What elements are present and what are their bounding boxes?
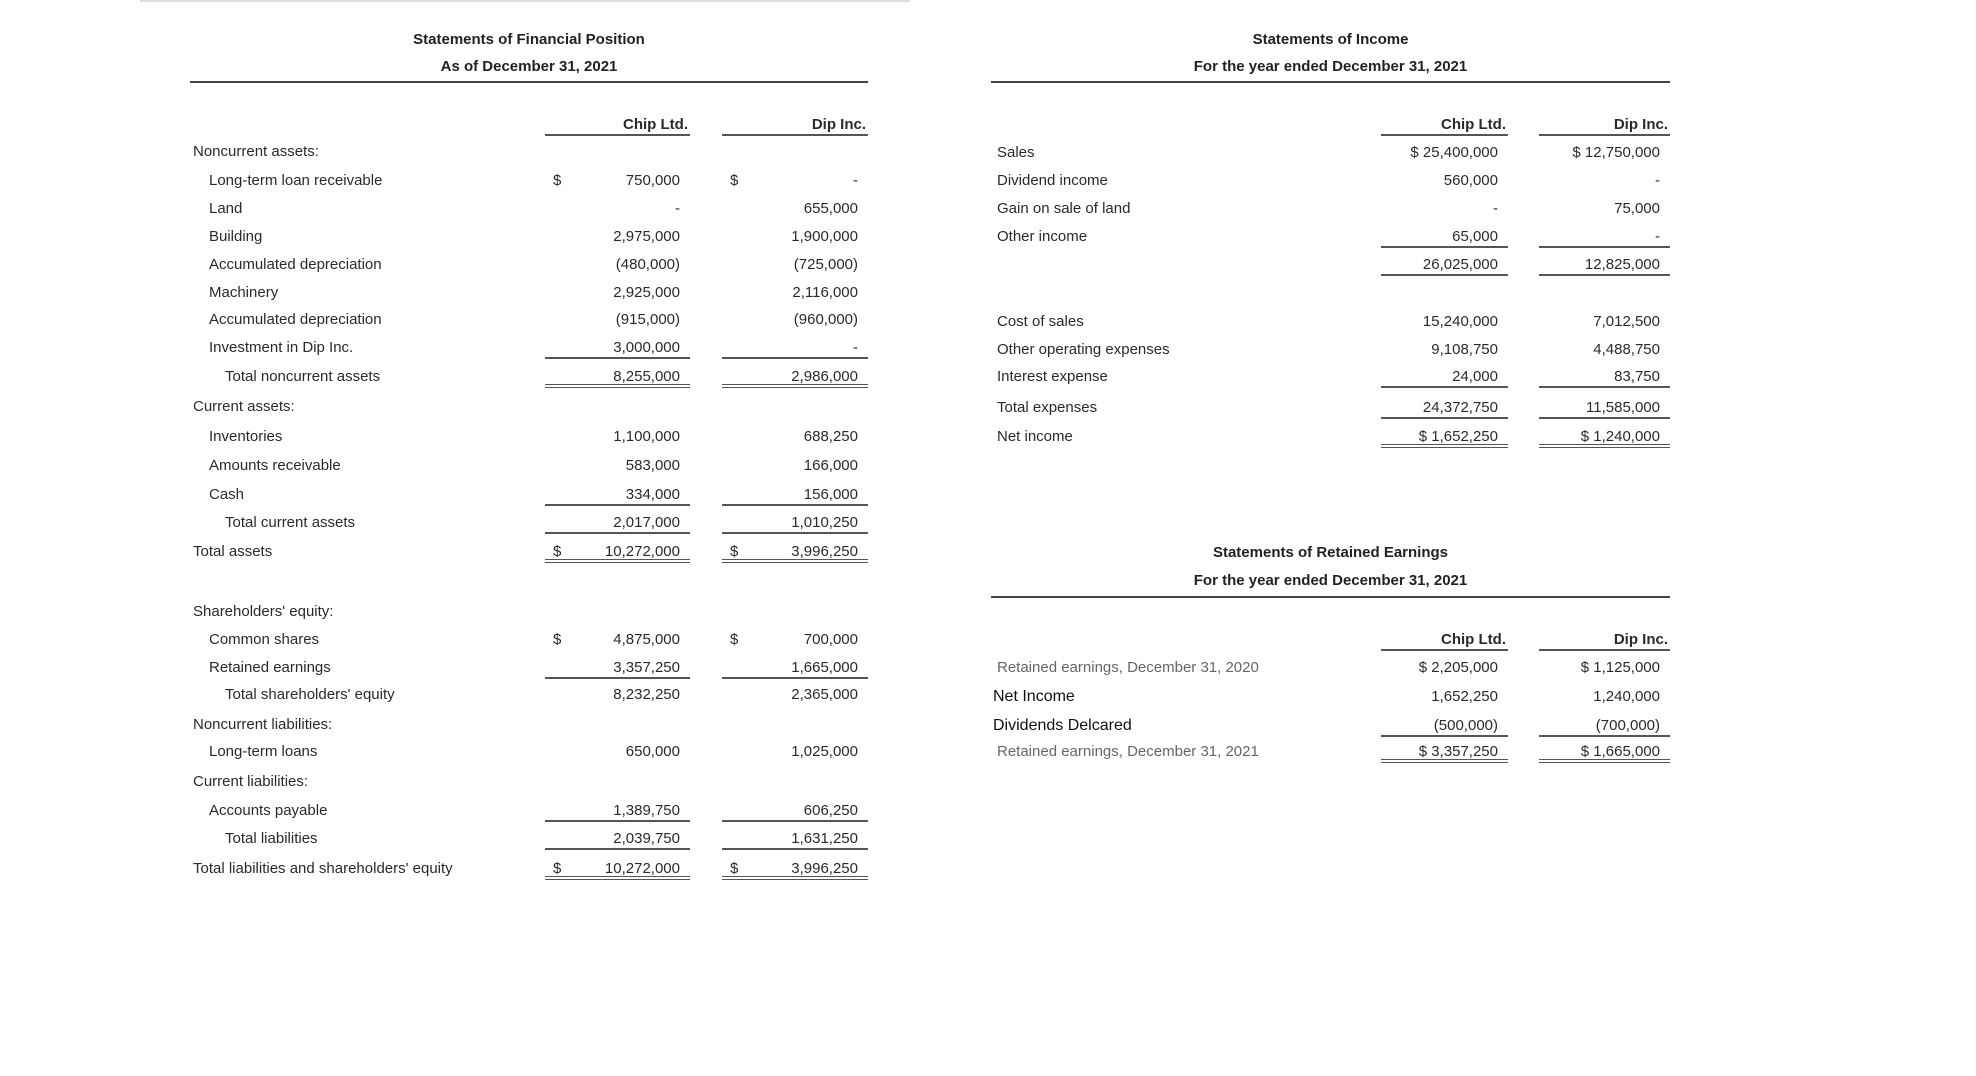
- dip-amount: 2,365,000: [791, 686, 858, 703]
- dip-amount: 156,000: [803, 486, 858, 503]
- chip-value: 560,000: [1443, 172, 1498, 189]
- chip-value: -: [1493, 200, 1498, 217]
- title-rule: [190, 81, 868, 83]
- currency-symbol: $: [730, 543, 739, 560]
- dip-amount: -: [853, 172, 858, 189]
- dip-value: [722, 541, 868, 563]
- dip-amount: -: [853, 339, 858, 356]
- dip-amount: 606,250: [803, 802, 858, 819]
- row-label: Other income: [997, 228, 1088, 245]
- table-row: [0, 541, 1976, 563]
- table-row: [0, 142, 1976, 164]
- chip-amount: 650,000: [625, 743, 680, 760]
- chip-amount: 2,975,000: [613, 228, 680, 245]
- dip-value: [722, 858, 868, 880]
- chip-amount: 10,272,000: [604, 543, 680, 560]
- chip-amount: (915,000): [615, 311, 680, 328]
- currency-symbol: $: [730, 631, 739, 648]
- chip-value: 26,025,000: [1381, 254, 1508, 276]
- dip-value: -: [1655, 172, 1660, 189]
- row-label: Total assets: [193, 543, 273, 560]
- row-label: Machinery: [209, 284, 279, 301]
- chip-value: 24,372,750: [1381, 397, 1508, 419]
- table-row: [0, 397, 1976, 419]
- table-row: [0, 455, 1976, 477]
- title-rule: [991, 596, 1670, 598]
- table-row: [0, 339, 1976, 361]
- chip-amount: 2,925,000: [613, 284, 680, 301]
- chip-amount: 8,232,250: [613, 686, 680, 703]
- currency-symbol: $: [553, 172, 562, 189]
- currency-symbol: $: [553, 631, 562, 648]
- dip-amount: 688,250: [803, 428, 858, 445]
- dip-value: 11,585,000: [1539, 397, 1670, 419]
- retained-earnings-subtitle: For the year ended December 31, 2021: [1193, 572, 1468, 589]
- currency-symbol: $: [553, 543, 562, 560]
- chip-value: 15,240,000: [1422, 313, 1498, 330]
- dip-amount: 700,000: [803, 631, 858, 648]
- dip-amount: 655,000: [803, 200, 858, 217]
- chip-amount: 10,272,000: [604, 860, 680, 877]
- chip-value: 24,000: [1381, 366, 1508, 388]
- financial-position-subtitle: As of December 31, 2021: [440, 58, 618, 75]
- table-row: [0, 771, 1976, 793]
- table-row: [0, 198, 1976, 220]
- dip-amount: 1,900,000: [791, 228, 858, 245]
- chip-value: [545, 541, 690, 563]
- row-label: Land: [209, 200, 243, 217]
- column-header-dip: Dip Inc.: [722, 114, 868, 136]
- table-row: [0, 686, 1976, 708]
- dip-value: (700,000): [1539, 715, 1670, 737]
- row-label: Common shares: [209, 631, 320, 648]
- chip-value: [545, 858, 690, 880]
- row-label: Noncurrent assets:: [193, 143, 319, 160]
- dip-amount: 3,996,250: [791, 543, 858, 560]
- row-label: Dividend income: [997, 172, 1108, 189]
- title-rule: [991, 81, 1670, 83]
- table-row: [0, 657, 1976, 679]
- chip-value: 9,108,750: [1431, 341, 1498, 358]
- currency-symbol: $: [730, 172, 739, 189]
- row-label: Accumulated depreciation: [209, 311, 382, 328]
- row-label: Investment in Dip Inc.: [209, 339, 354, 356]
- dip-amount: 166,000: [803, 457, 858, 474]
- dip-amount: 1,025,000: [791, 743, 858, 760]
- row-label: Building: [209, 228, 263, 245]
- dip-value: 12,825,000: [1539, 254, 1670, 276]
- dip-amount: 2,116,000: [792, 284, 858, 301]
- table-row: [0, 512, 1976, 534]
- column-header-chip: Chip Ltd.: [545, 114, 690, 136]
- table-row: [0, 715, 1976, 737]
- row-label: Inventories: [209, 428, 283, 445]
- table-row: [0, 311, 1976, 333]
- column-header-dip: Dip Inc.: [1539, 629, 1670, 651]
- chip-value: [545, 828, 690, 850]
- chip-value: $ 1,652,250: [1381, 426, 1508, 448]
- chip-amount: 4,875,000: [613, 631, 680, 648]
- row-label: Total liabilities: [225, 830, 318, 847]
- row-label: Total noncurrent assets: [225, 368, 381, 385]
- row-label: Total liabilities and shareholders' equity: [193, 860, 453, 877]
- chip-amount: 1,389,750: [613, 802, 680, 819]
- dip-value: 7,012,500: [1593, 313, 1660, 330]
- row-label: Net income: [997, 428, 1073, 445]
- dip-amount: (960,000): [793, 311, 858, 328]
- row-label: Long-term loan receivable: [209, 172, 383, 189]
- row-label: Accounts payable: [209, 802, 328, 819]
- retained-earnings-title: Statements of Retained Earnings: [1212, 544, 1449, 561]
- row-label: Other operating expenses: [997, 341, 1170, 358]
- dip-value: [722, 282, 868, 304]
- chip-amount: -: [675, 200, 680, 217]
- row-label: Noncurrent liabilities:: [193, 716, 333, 733]
- row-label: Retained earnings, December 31, 2020: [997, 659, 1259, 676]
- dip-amount: 1,665,000: [791, 659, 858, 676]
- chip-value: 65,000: [1381, 226, 1508, 248]
- row-label: Amounts receivable: [209, 457, 341, 474]
- currency-symbol: $: [553, 860, 562, 877]
- table-row: [0, 601, 1976, 623]
- chip-value: $ 25,400,000: [1410, 144, 1498, 161]
- dip-value: 75,000: [1614, 200, 1660, 217]
- income-title: Statements of Income: [1252, 31, 1409, 48]
- chip-value: [545, 484, 690, 506]
- chip-amount: 750,000: [625, 172, 680, 189]
- dip-value: [722, 828, 868, 850]
- row-label: Total current assets: [225, 514, 356, 531]
- table-row: [0, 226, 1976, 248]
- column-headers: [0, 114, 1976, 136]
- table-row: [0, 282, 1976, 304]
- chip-value: [545, 455, 690, 477]
- dip-value: $ 1,240,000: [1539, 426, 1670, 448]
- table-row: [0, 828, 1976, 850]
- row-label: Total shareholders' equity: [225, 686, 395, 703]
- dip-value: [722, 800, 868, 822]
- chip-value: [545, 512, 690, 534]
- table-row: [0, 426, 1976, 448]
- column-header-dip: Dip Inc.: [1539, 114, 1670, 136]
- dip-value: $ 12,750,000: [1572, 144, 1660, 161]
- table-row: [0, 484, 1976, 506]
- row-label: Net Income: [993, 688, 1075, 705]
- chip-amount: 3,357,250: [613, 659, 680, 676]
- dip-value: 83,750: [1539, 366, 1670, 388]
- row-label: Gain on sale of land: [997, 200, 1131, 217]
- table-row: [0, 170, 1976, 192]
- row-label: Retained earnings, December 31, 2021: [997, 743, 1259, 760]
- dip-value: 1,240,000: [1593, 688, 1660, 705]
- financial-position-title: Statements of Financial Position: [413, 31, 645, 48]
- table-row: [0, 254, 1976, 276]
- column-headers: [0, 629, 1976, 651]
- row-label: Cash: [209, 486, 245, 503]
- dip-amount: 3,996,250: [791, 860, 858, 877]
- chip-value: (500,000): [1381, 715, 1508, 737]
- chip-value: [545, 282, 690, 304]
- chip-amount: (480,000): [615, 256, 680, 273]
- dip-value: $ 1,125,000: [1580, 659, 1660, 676]
- chip-amount: 334,000: [625, 486, 680, 503]
- row-label: Cost of sales: [997, 313, 1084, 330]
- column-header-chip: Chip Ltd.: [1381, 629, 1508, 651]
- chip-amount: 3,000,000: [613, 339, 680, 356]
- row-label: Dividends Delcared: [993, 717, 1132, 734]
- row-label: Sales: [997, 144, 1035, 161]
- row-label: Retained earnings: [209, 659, 331, 676]
- dip-value: [722, 512, 868, 534]
- dip-value: $ 1,665,000: [1539, 741, 1670, 763]
- chip-value: [545, 800, 690, 822]
- table-row: [0, 366, 1976, 388]
- dip-amount: 1,631,250: [791, 830, 858, 847]
- row-label: Current assets:: [193, 398, 295, 415]
- top-divider: [140, 0, 910, 2]
- row-label: Current liabilities:: [193, 773, 309, 790]
- dip-value: [722, 484, 868, 506]
- row-label: Interest expense: [997, 368, 1108, 385]
- row-label: Accumulated depreciation: [209, 256, 382, 273]
- dip-value: [722, 455, 868, 477]
- row-label: Total expenses: [997, 399, 1098, 416]
- chip-amount: 2,039,750: [613, 830, 680, 847]
- chip-amount: 583,000: [625, 457, 680, 474]
- dip-amount: (725,000): [793, 256, 858, 273]
- row-label: Long-term loans: [209, 743, 318, 760]
- table-row: [0, 800, 1976, 822]
- table-row: [0, 858, 1976, 880]
- dip-amount: 2,986,000: [791, 368, 858, 385]
- chip-value: $ 2,205,000: [1418, 659, 1498, 676]
- income-subtitle: For the year ended December 31, 2021: [1193, 58, 1468, 75]
- chip-value: $ 3,357,250: [1381, 741, 1508, 763]
- dip-value: -: [1539, 226, 1670, 248]
- table-row: [0, 741, 1976, 763]
- chip-amount: 1,100,000: [613, 428, 680, 445]
- chip-value: 1,652,250: [1431, 688, 1498, 705]
- chip-amount: 8,255,000: [613, 368, 680, 385]
- row-label: Shareholders' equity:: [193, 603, 334, 620]
- dip-value: 4,488,750: [1593, 341, 1660, 358]
- dip-amount: 1,010,250: [791, 514, 858, 531]
- column-header-chip: Chip Ltd.: [1381, 114, 1508, 136]
- chip-amount: 2,017,000: [613, 514, 680, 531]
- currency-symbol: $: [730, 860, 739, 877]
